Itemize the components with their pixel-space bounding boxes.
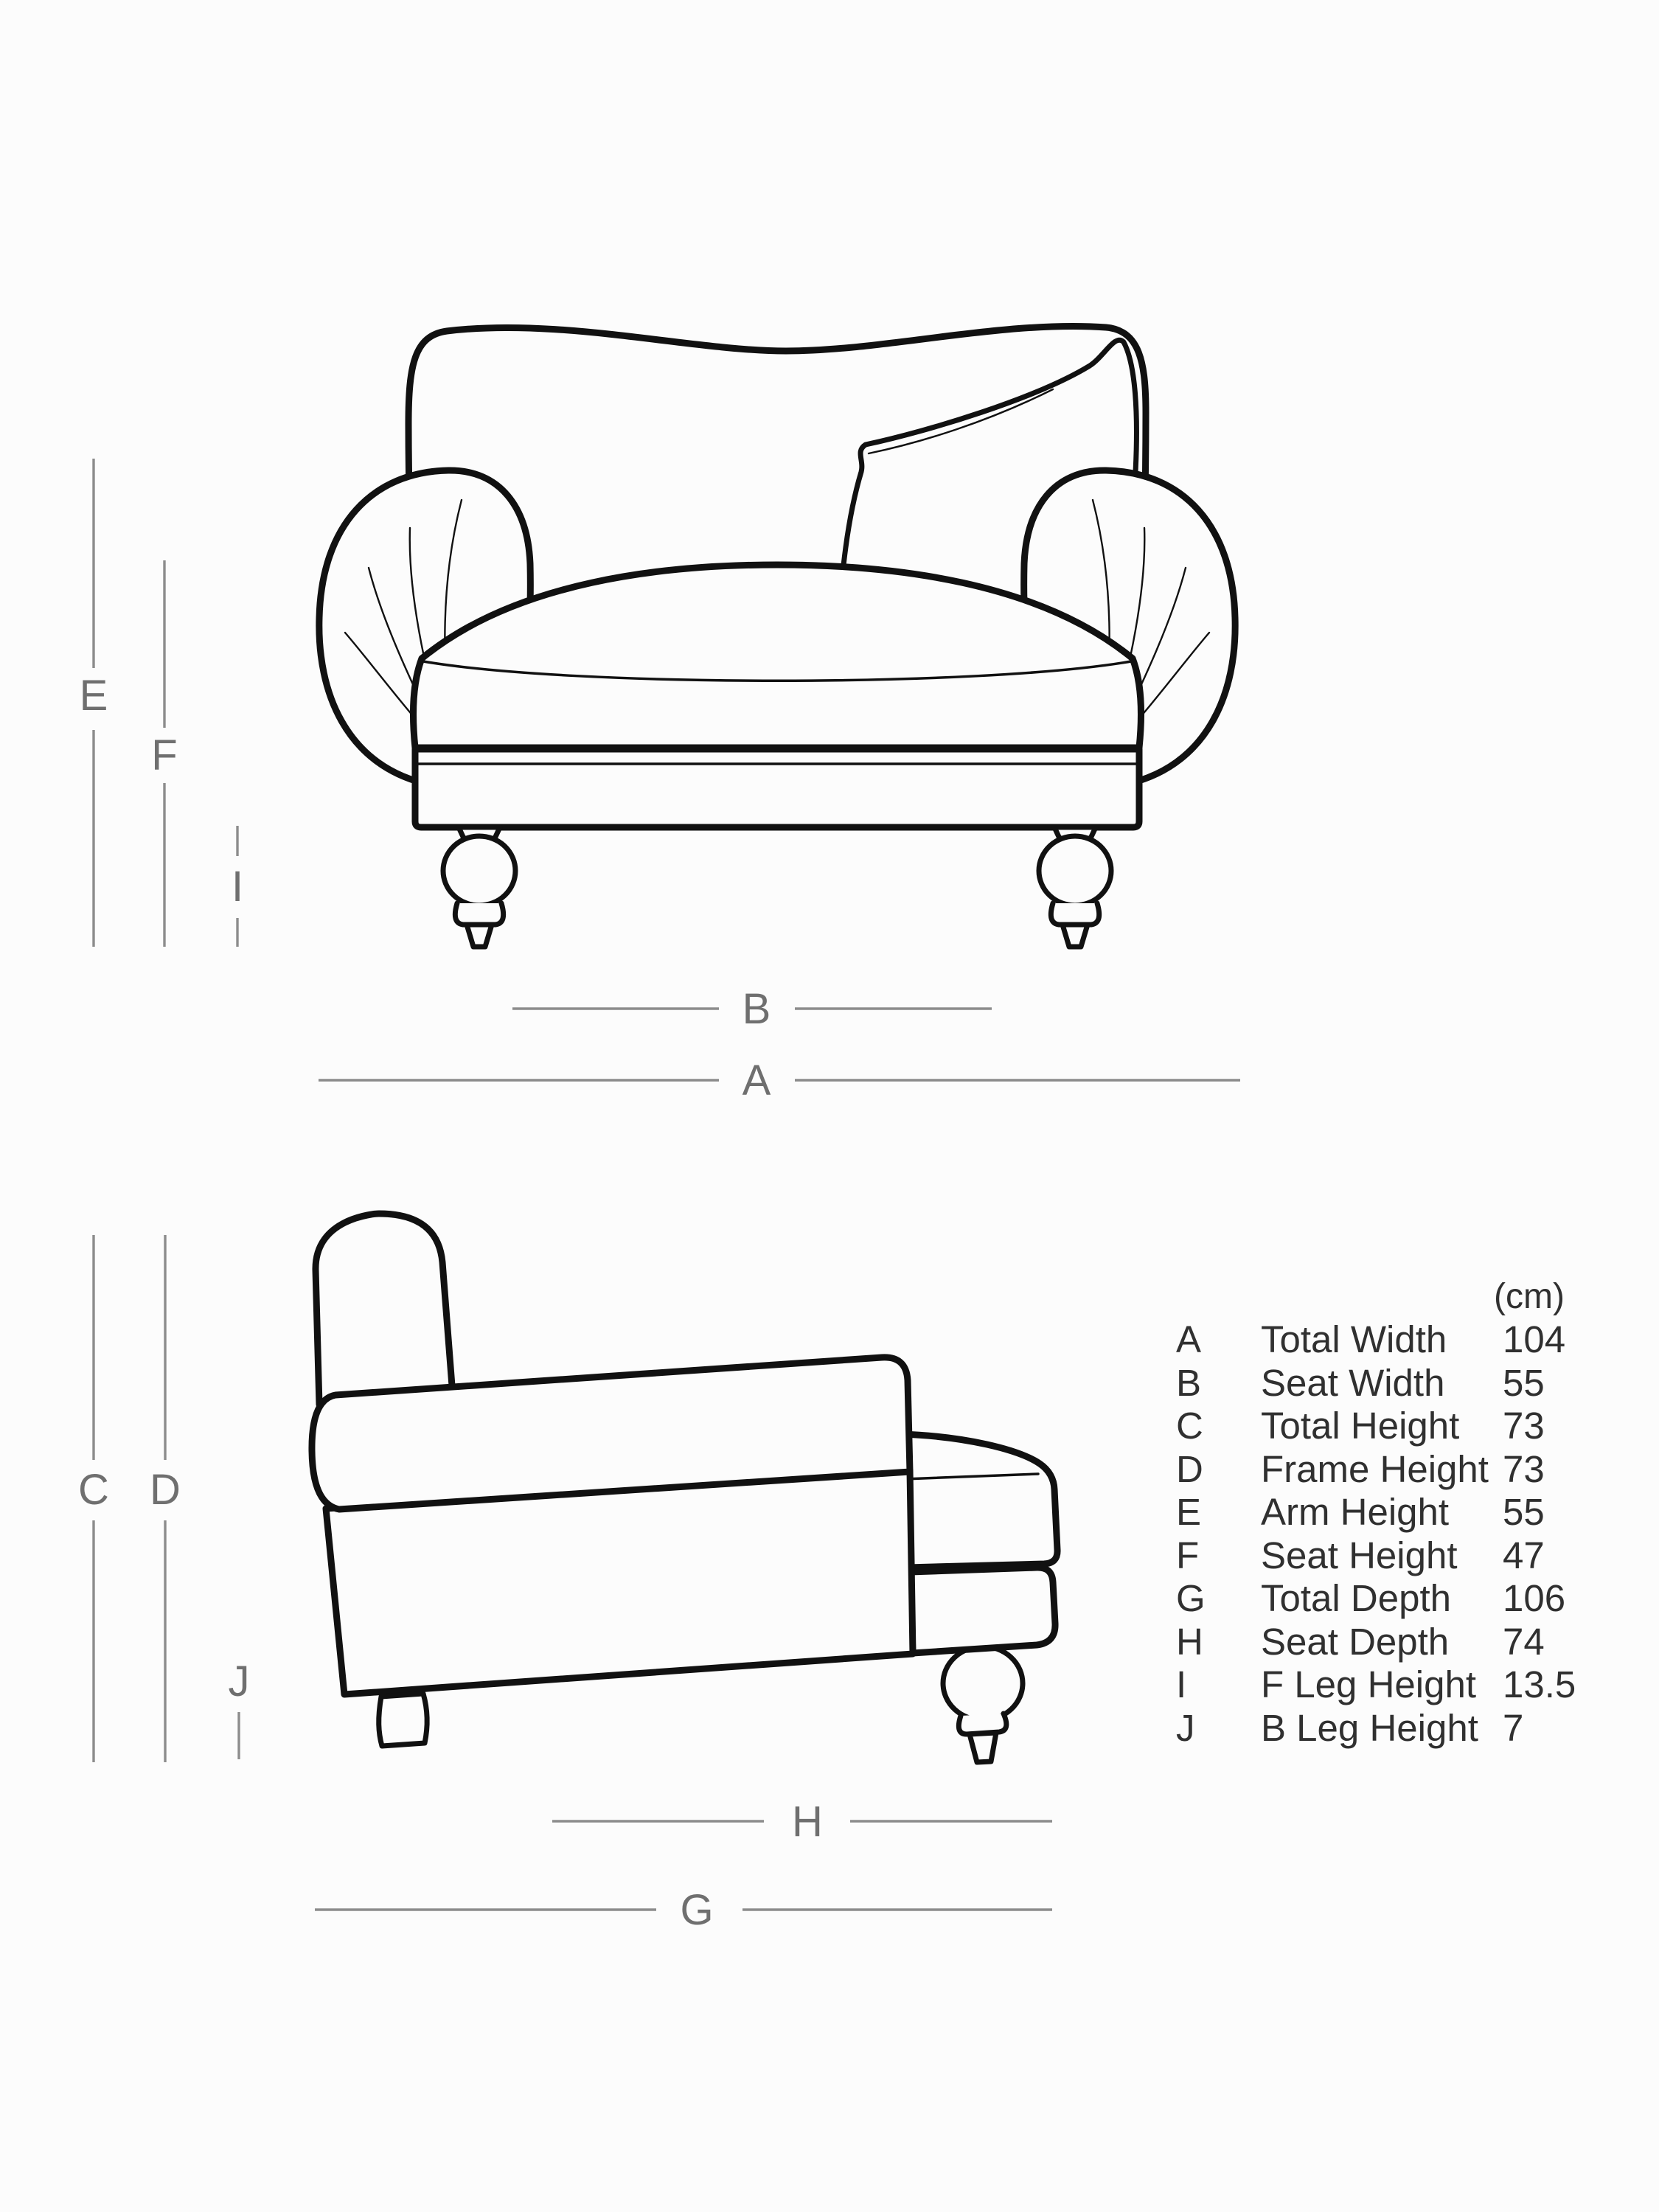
front-left-leg	[443, 827, 515, 947]
dim-label: Total Width	[1261, 1318, 1447, 1360]
dim-value: 73	[1503, 1447, 1545, 1490]
dim-key: F	[1176, 1534, 1200, 1576]
dim-key: E	[1176, 1491, 1202, 1533]
side-seat-cushion	[901, 1434, 1057, 1568]
front-right-leg	[1039, 827, 1111, 947]
dim-key: H	[1176, 1620, 1203, 1663]
dim-label-J: J	[228, 1658, 250, 1705]
table-row	[1176, 1448, 1659, 1492]
dim-key: D	[1176, 1447, 1203, 1490]
dim-label-E: E	[79, 672, 108, 720]
table-row	[1176, 1405, 1659, 1448]
table-row	[1176, 1318, 1659, 1362]
dim-value: 55	[1503, 1361, 1545, 1404]
leg-foot	[467, 925, 492, 947]
leg-bulb	[443, 836, 515, 905]
dim-value: 7	[1503, 1706, 1524, 1749]
dim-label: F Leg Height	[1261, 1663, 1477, 1705]
dim-label-F: F	[151, 731, 178, 779]
dim-value: 55	[1503, 1491, 1545, 1533]
dim-value: 104	[1503, 1318, 1566, 1360]
dim-label-A: A	[742, 1057, 771, 1105]
dim-key: J	[1176, 1706, 1195, 1749]
table-row	[1176, 1707, 1659, 1750]
side-backrest	[316, 1214, 453, 1405]
side-back-leg	[379, 1694, 427, 1746]
dim-key: G	[1176, 1577, 1206, 1619]
dim-label: Arm Height	[1261, 1491, 1450, 1533]
dimensions-table	[1176, 1276, 1659, 1750]
dim-key: A	[1176, 1318, 1202, 1360]
armchair-side-view	[78, 1214, 1057, 1934]
dim-key: B	[1176, 1361, 1202, 1404]
table-row	[1176, 1621, 1659, 1664]
dim-label: B Leg Height	[1261, 1706, 1478, 1749]
dim-value: 73	[1503, 1405, 1545, 1447]
table-row	[1176, 1491, 1659, 1534]
dim-label-B: B	[742, 985, 771, 1033]
dim-label: Seat Width	[1261, 1361, 1445, 1404]
dim-label: Total Height	[1261, 1405, 1460, 1447]
dim-label: Total Depth	[1261, 1577, 1451, 1619]
dimensions-table-rows	[1176, 1318, 1659, 1750]
side-front-leg	[943, 1646, 1023, 1762]
table-row	[1176, 1534, 1659, 1578]
leg-ring	[455, 903, 503, 925]
side-base	[910, 1568, 1055, 1653]
leg-bulb	[943, 1646, 1023, 1720]
dim-label-I: I	[231, 863, 244, 911]
dim-value: 13.5	[1503, 1663, 1576, 1705]
dim-label-H: H	[792, 1798, 823, 1846]
dim-key: C	[1176, 1405, 1203, 1447]
dim-value: 47	[1503, 1534, 1545, 1576]
dim-label-D: D	[150, 1466, 181, 1514]
table-row	[1176, 1362, 1659, 1405]
dim-label: Seat Depth	[1261, 1620, 1450, 1663]
dim-value: 106	[1503, 1577, 1566, 1619]
dim-label: Frame Height	[1261, 1447, 1489, 1490]
dim-label: Seat Height	[1261, 1534, 1458, 1576]
dim-key: I	[1176, 1663, 1187, 1705]
front-base	[415, 749, 1139, 827]
table-row	[1176, 1577, 1659, 1621]
unit-header: (cm)	[1494, 1277, 1565, 1316]
dim-value: 74	[1503, 1620, 1545, 1663]
armchair-front-view	[80, 326, 1240, 1105]
table-row	[1176, 1663, 1659, 1707]
dim-label-C: C	[78, 1466, 109, 1514]
dim-label-G: G	[680, 1886, 714, 1934]
leg-foot	[970, 1733, 996, 1762]
